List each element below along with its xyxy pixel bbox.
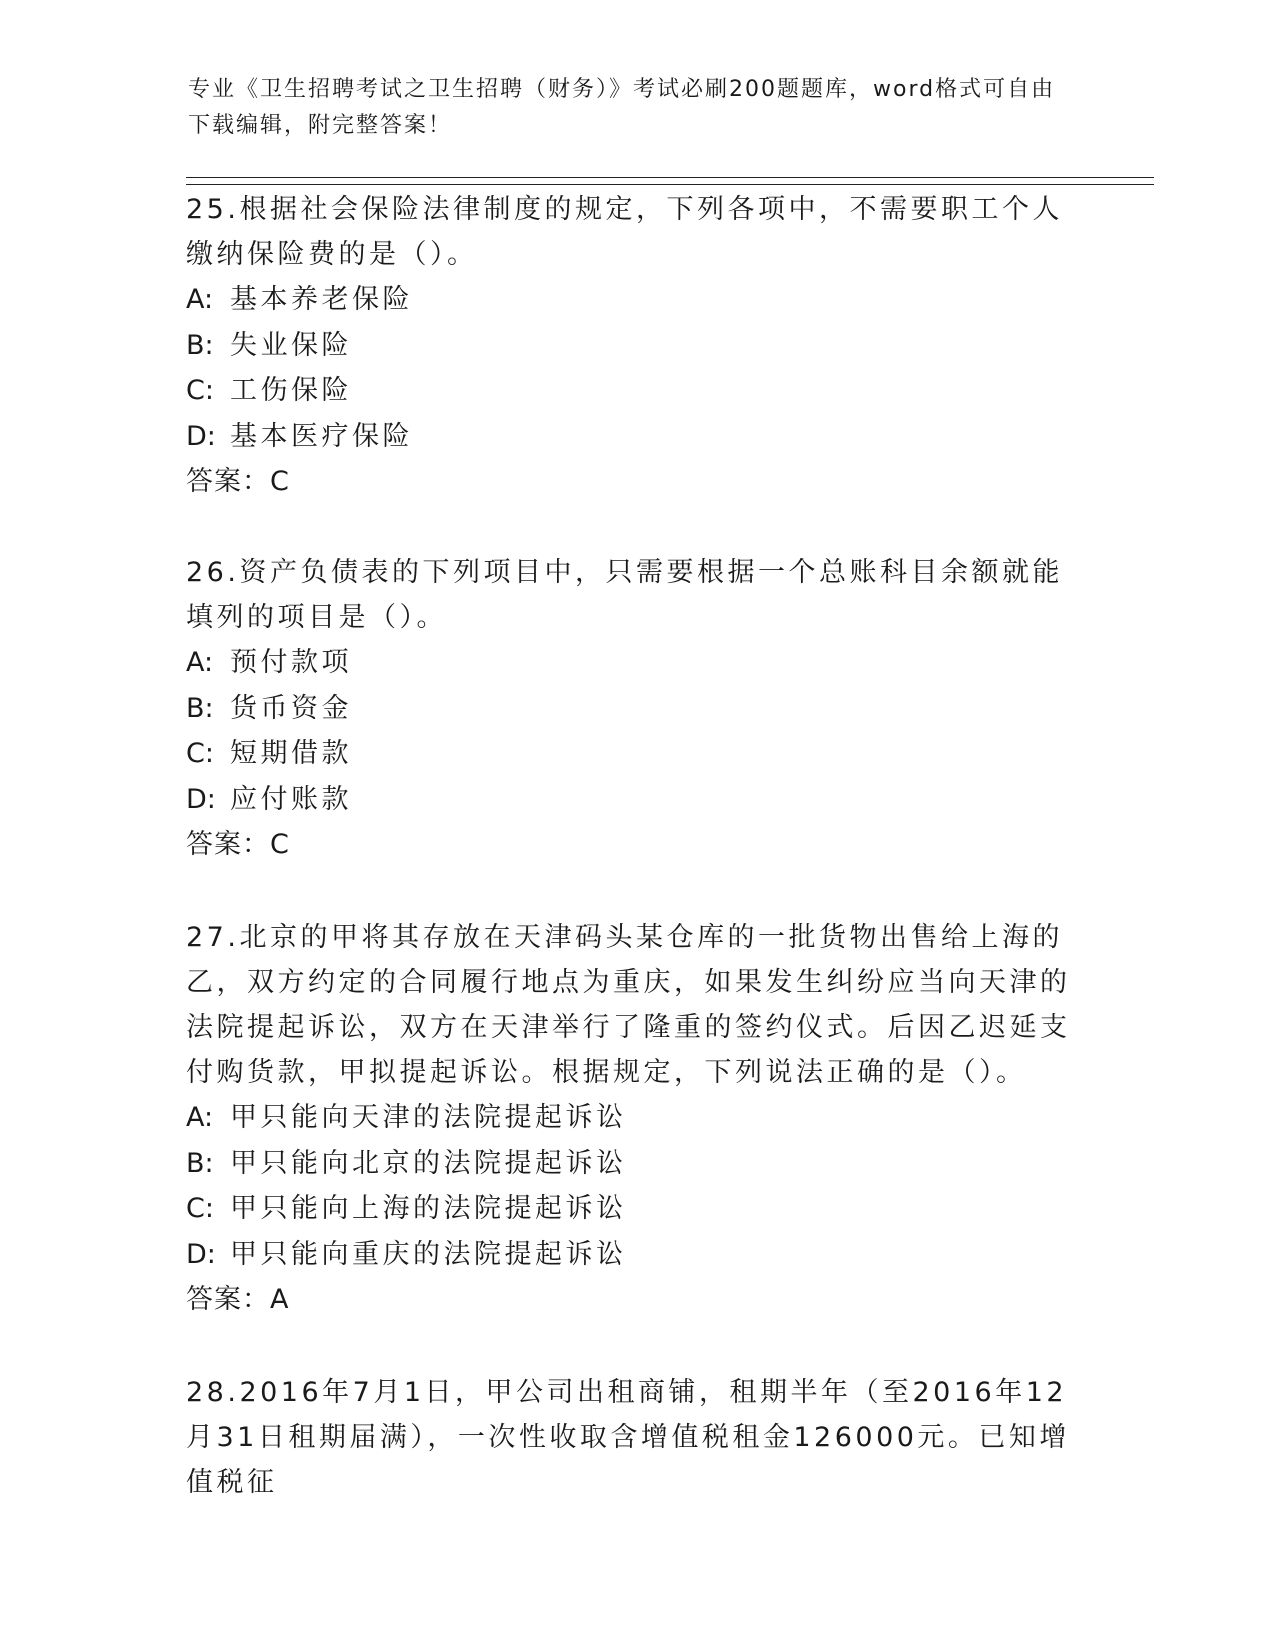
- question-26: [186, 550, 1086, 868]
- question-27: [186, 915, 1086, 1323]
- option-text: 失业保险: [230, 329, 352, 361]
- answer: 答案：A: [186, 1284, 290, 1315]
- question-stem: 26.资产负债表的下列项目中，只需要根据一个总账科目余额就能填列的项目是（）。: [186, 557, 1063, 633]
- option-b: [186, 1141, 1086, 1187]
- option-letter: A:: [186, 1102, 214, 1133]
- option-text: 短期借款: [230, 738, 352, 769]
- question-25: [186, 187, 1086, 505]
- option-letter: D:: [186, 1238, 216, 1270]
- option-letter: B:: [186, 1147, 214, 1179]
- option-letter: C:: [186, 375, 214, 406]
- option-c: [186, 731, 1086, 777]
- option-letter: B:: [186, 692, 214, 724]
- option-d: [186, 777, 1086, 823]
- option-letter: C:: [186, 738, 214, 769]
- header-rule-top: [186, 177, 1154, 178]
- option-letter: A:: [186, 647, 214, 678]
- option-letter: D:: [186, 783, 216, 815]
- question-stem: 27.北京的甲将其存放在天津码头某仓库的一批货物出售给上海的乙，双方约定的合同履行地点为重庆，如果发生纠纷应当向天津的法院提起诉讼，双方在天津举行了隆重的签约仪式。后因乙迟延支付购货款，甲拟提起诉讼。根据规定，下列说法正确的是（）。: [186, 922, 1071, 1088]
- option-letter: D:: [186, 420, 216, 452]
- option-letter: C:: [186, 1193, 214, 1224]
- header-rule-bottom: [186, 184, 1154, 185]
- option-text: 预付款项: [230, 647, 352, 678]
- option-a: [186, 277, 1086, 323]
- option-a: [186, 640, 1086, 686]
- option-b: [186, 686, 1086, 732]
- option-a: [186, 1095, 1086, 1141]
- option-c: [186, 368, 1086, 414]
- answer: 答案：C: [186, 829, 290, 860]
- option-text: 基本医疗保险: [230, 420, 413, 452]
- option-text: 货币资金: [230, 692, 352, 724]
- option-text: 甲只能向天津的法院提起诉讼: [230, 1102, 627, 1133]
- option-text: 应付账款: [230, 783, 352, 815]
- option-text: 甲只能向北京的法院提起诉讼: [230, 1147, 627, 1179]
- option-text: 基本养老保险: [230, 284, 413, 315]
- question-stem: 25.根据社会保险法律制度的规定，下列各项中，不需要职工个人缴纳保险费的是（）。: [186, 194, 1063, 270]
- page-header: 专业《卫生招聘考试之卫生招聘（财务）》考试必刷200题题库，word格式可自由下载编辑，附完整答案！: [188, 77, 1056, 138]
- option-letter: B:: [186, 329, 214, 361]
- option-text: 甲只能向重庆的法院提起诉讼: [230, 1238, 627, 1270]
- option-c: [186, 1186, 1086, 1232]
- option-d: [186, 414, 1086, 460]
- option-d: [186, 1232, 1086, 1278]
- option-text: 甲只能向上海的法院提起诉讼: [230, 1193, 627, 1224]
- answer: 答案：C: [186, 466, 290, 497]
- option-b: [186, 323, 1086, 369]
- question-stem: 28.2016年7月1日，甲公司出租商铺，租期半年（至2016年12月31日租期届满），一次性收取含增值税租金126000元。已知增值税征: [186, 1377, 1070, 1498]
- question-28: [186, 1370, 1086, 1505]
- option-letter: A:: [186, 284, 214, 315]
- option-text: 工伤保险: [230, 375, 352, 406]
